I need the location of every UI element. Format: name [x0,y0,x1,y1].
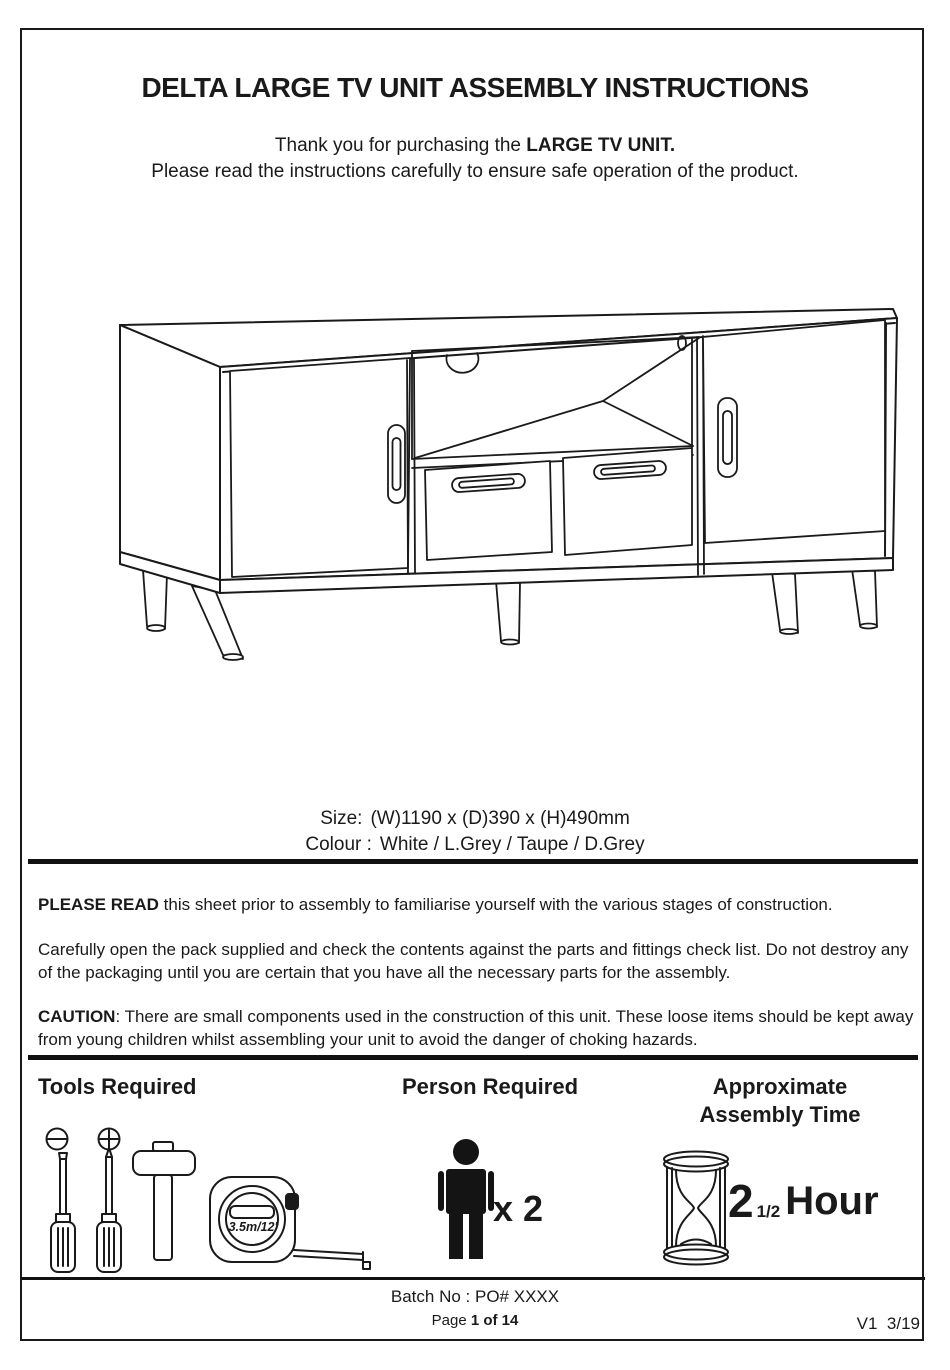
version-label: V1 3/19 [856,1314,920,1333]
time-unit: Hour [785,1179,879,1223]
tools-required-title: Tools Required [38,1074,197,1099]
person-icon [438,1139,494,1259]
product-name-bold: LARGE TV UNIT. [526,135,676,156]
footer-rule [21,1277,925,1280]
size-value: (W)1190 x (D)390 x (H)490mm [370,808,630,829]
caution-paragraph: CAUTION: There are small components used in the construction of this unit. These loose items should be kept away from young children whilst assembling your unit to avoid the danger of choking hazards. [38,1007,914,1049]
mallet-icon [133,1142,195,1260]
size-spec [0,808,950,830]
assembly-time-value [728,1175,879,1227]
left-drawer [425,461,552,560]
left-door [230,358,410,577]
unpack-paragraph: Carefully open the pack supplied and check the contents against the parts and fittings check list. Do not destroy any of the packaging until you are certain that you have all the necessary parts for the assembly. [38,940,909,982]
assembly-time-title-line1: Approximate [712,1074,848,1099]
please-read-paragraph: PLEASE READ this sheet prior to assembly to familiarise yourself with the various stages of construction. [38,895,833,914]
tools-icons [30,1126,375,1276]
assembly-time-figure [662,1149,730,1267]
right-drawer [563,448,692,555]
intro-line-1: Thank you for purchasing the LARGE TV UNIT. [274,135,676,156]
flat-screwdriver-icon [47,1129,76,1273]
person-count: x 2 [493,1188,544,1229]
divider-rule-bottom [28,1055,918,1060]
tv-unit-line-drawing-icon [105,255,905,685]
right-door [703,320,885,543]
batch-number: Batch No : PO# XXXX [390,1287,560,1306]
hourglass-icon [662,1149,730,1267]
colour-spec [0,834,950,856]
intro-line-2: Please read the instructions carefully to ensure safe operation of the product. [151,161,799,182]
tv-unit-illustration [105,255,905,685]
page-number: Page 1 of 14 [431,1312,519,1329]
page-title: DELTA LARGE TV UNIT ASSEMBLY INSTRUCTIONS [141,72,809,103]
tape-measure-label: 3.5m/12' [228,1220,278,1234]
person-required-title: Person Required [401,1074,579,1099]
phillips-screwdriver-icon [97,1129,121,1273]
colour-value: White / L.Grey / Taupe / D.Grey [379,834,645,855]
assembly-time-title-line2: Assembly Time [699,1102,861,1127]
time-fraction: 1/2 [756,1202,781,1221]
size-label: Size: [320,808,363,829]
time-number: 2 [728,1175,754,1227]
divider-rule-top [28,859,918,864]
colour-label: Colour : [305,834,372,855]
person-required-figure [438,1139,494,1259]
